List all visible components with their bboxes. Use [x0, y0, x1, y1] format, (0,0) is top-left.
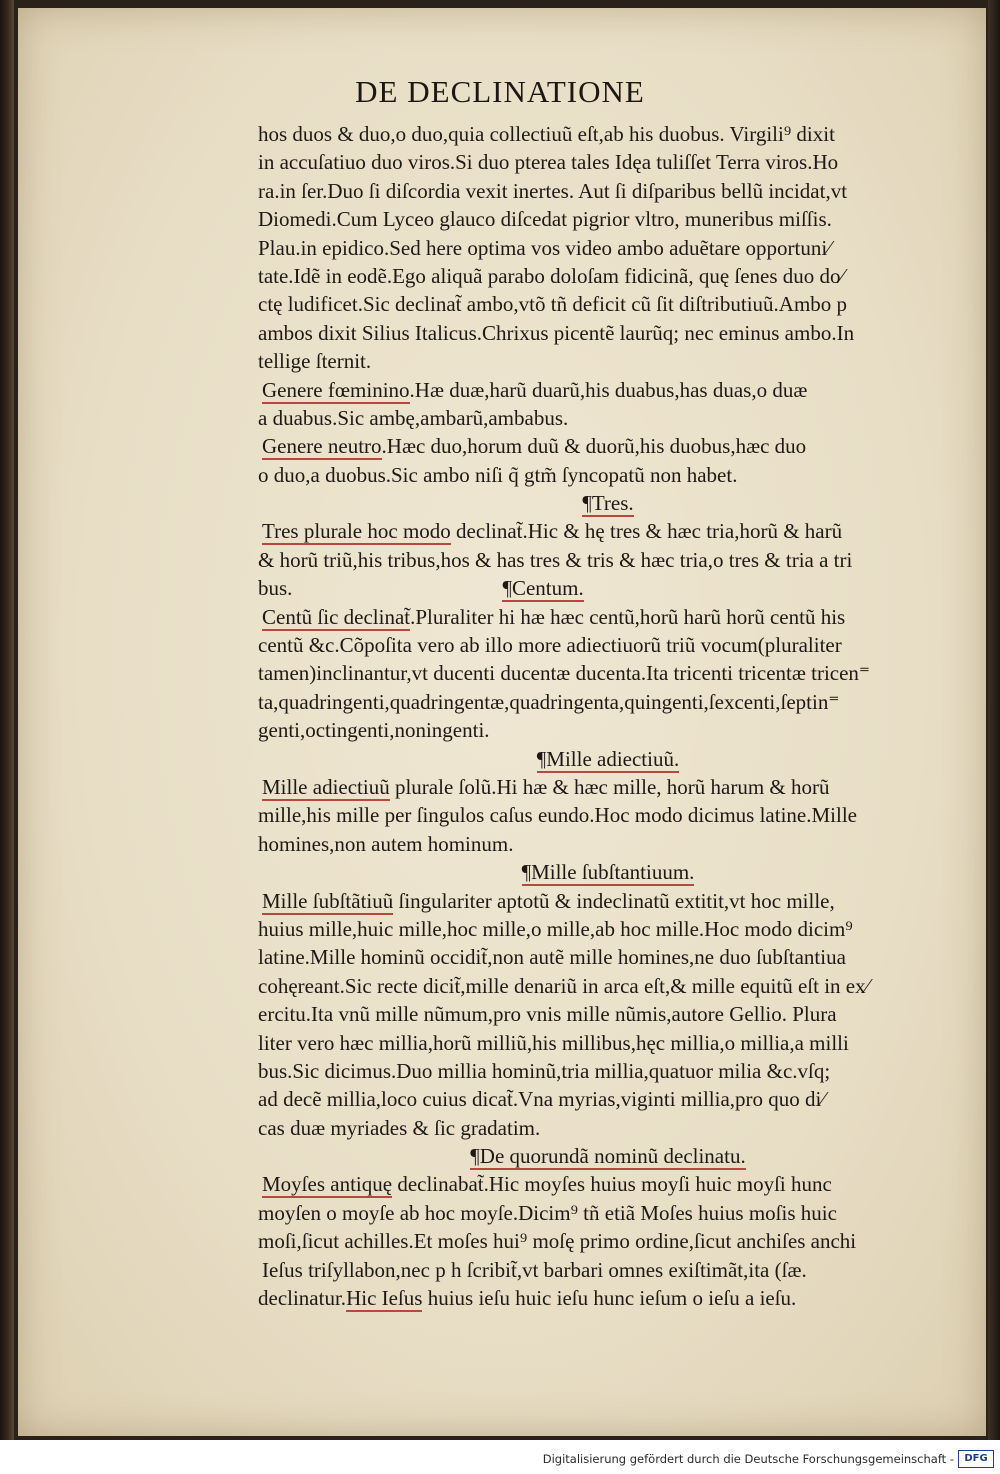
line-text: homines,non autem hominum. [258, 831, 514, 856]
text-line [258, 1284, 958, 1312]
text-line [258, 347, 958, 375]
text-block [258, 120, 958, 1312]
rubricated-term: Tres plurale hoc modo [262, 519, 451, 544]
rubricated-term: Moyſes antiquę [262, 1172, 393, 1197]
line-text: ta,quadringenti,quadringentæ,quadringenta,quingenti,ſexcenti,ſeptin⁼ [258, 689, 840, 714]
text-line [258, 205, 958, 233]
text-line [258, 631, 958, 659]
text-line [258, 404, 958, 432]
line-text: Plau.in epidico.Sed here optima vos video ambo aduẽtare opportuni⁄ [258, 235, 831, 260]
line-text: ra.in ſer.Duo ſi diſcordia vexit inertes. Aut ſi diſparibus bellũ incidat,vt [258, 178, 848, 203]
text-line [258, 1029, 958, 1057]
line-text: o duo,a duobus.Sic ambo niſi q̃ gtm̃ ſyncopatũ non habet. [258, 462, 738, 487]
text-line [258, 1142, 958, 1170]
line-text: a duabus.Sic ambę,ambarũ,ambabus. [258, 405, 569, 430]
text-line [258, 801, 958, 829]
line-text: tellige ſternit. [258, 349, 372, 374]
text-line [258, 603, 958, 631]
dfg-logo: DFG [958, 1450, 994, 1468]
running-head: DE DECLINATIONE [355, 74, 645, 109]
text-line [258, 546, 958, 574]
rubricated-term: Genere neutro [262, 434, 382, 459]
text-line [258, 1170, 958, 1198]
line-text: tate.Idẽ in eodẽ.Ego aliquã parabo doloſam fidicinã, quę ſenes duo do⁄ [258, 263, 845, 288]
line-text: ercitu.Ita vnũ mille nũmum,pro vnis mille nũmis,autore Gellio. Plura [258, 1002, 837, 1027]
book-right-edge [988, 0, 1000, 1440]
text-line [258, 290, 958, 318]
text-line [258, 745, 958, 773]
line-text: ctę ludificet.Sic declinat̃ ambo,vtõ tñ deficit cũ ſit diſtributiuũ.Ambo p [258, 292, 848, 317]
line-text: plurale ſolũ.Hi hæ & hæc mille, horũ harum & horũ [389, 774, 830, 799]
text-line [258, 1057, 958, 1085]
text-line [258, 517, 958, 545]
line-text: liter vero hæc millia,horũ milliũ,his millibus,hęc millia,o millia,a milli [258, 1030, 849, 1055]
section-heading: ¶Tres. [582, 491, 634, 516]
footer-bar [0, 1440, 1000, 1474]
text-line [258, 262, 958, 290]
text-line [258, 659, 958, 687]
text-line [258, 688, 958, 716]
line-text: cas duæ myriades & ſic gradatim. [258, 1115, 541, 1140]
section-heading: ¶Mille ſubſtantiuum. [521, 860, 695, 885]
text-line [258, 716, 958, 744]
line-text: ambos dixit Silius Italicus.Chrixus picentẽ laurũq; nec eminus ambo.In [258, 320, 855, 345]
line-text: centũ &c.Cõpoſita vero ab illo more adiectiuorũ triũ vocum(pluraliter [258, 633, 842, 658]
section-heading: ¶Centum. [502, 576, 584, 601]
line-text: cohęreant.Sic recte dicit̃,mille denariũ in arca eſt,& mille equitũ eſt in ex⁄ [258, 973, 870, 998]
line-text: Diomedi.Cum Lyceo glauco diſcedat pigrior vltro, muneribus miſſis. [258, 207, 832, 232]
text-line [258, 943, 958, 971]
text-line [258, 376, 958, 404]
section-heading: ¶Mille adiectiuũ. [536, 746, 680, 771]
line-text: bus. [258, 576, 293, 601]
text-line [258, 1000, 958, 1028]
funding-note: Digitalisierung gefördert durch die Deutsche Forschungsgemeinschaft - [542, 1452, 954, 1466]
line-text: .Hæc duo,horum duũ & duorũ,his duobus,hæc duo [381, 434, 807, 459]
text-line [258, 858, 958, 886]
rubricated-term: Hic Ieſus [346, 1286, 423, 1311]
line-text: .Hæ duæ,harũ duarũ,his duabus,has duas,o duæ [409, 377, 808, 402]
line-text: .Pluraliter hi hæ hæc centũ,horũ harũ horũ centũ his [410, 604, 846, 629]
line-text: latine.Mille hominũ occidit̃,non autẽ mille homines,ne duo ſubſtantiua [258, 945, 846, 970]
text-line [258, 120, 958, 148]
rubricated-term: Centũ ſic declinat̃ [262, 604, 411, 629]
text-line [258, 148, 958, 176]
text-line [258, 1256, 958, 1284]
text-line [258, 887, 958, 915]
line-text: Ieſus triſyllabon,nec p h ſcribit̃,vt barbari omnes exiſtimãt,ita (ſæ. [262, 1257, 807, 1282]
book-cover-edge [0, 0, 14, 1440]
line-text: moſi,ſicut achilles.Et moſes hui⁹ moſę primo ordine,ſicut anchiſes anchi [258, 1229, 857, 1254]
text-line [258, 177, 958, 205]
line-text: mille,his mille per ſingulos caſus eundo.Hoc modo dicimus latine.Mille [258, 803, 857, 828]
line-text: ſingulariter aptotũ & indeclinatũ extitit,vt hoc mille, [393, 888, 835, 913]
text-line [258, 574, 958, 602]
line-text: tamen)inclinantur,vt ducenti ducentæ ducenta.Ita tricenti tricentæ tricen⁼ [258, 661, 871, 686]
rubricated-term: Mille ſubſtãtiuũ [262, 888, 394, 913]
text-line [258, 1227, 958, 1255]
rubricated-term: Mille adiectiuũ [262, 774, 390, 799]
line-text: ad decẽ millia,loco cuius dicat̃.Vna myrias,viginti millia,pro quo di⁄ [258, 1087, 825, 1112]
text-line [258, 1114, 958, 1142]
line-text: huius ieſu huic ieſu hunc ieſum o ieſu a ieſu. [422, 1286, 797, 1311]
line-text: declinatur. [258, 1286, 347, 1311]
line-text: declinat̃.Hic & hę tres & hæc tria,horũ & harũ [450, 519, 843, 544]
text-line [258, 432, 958, 460]
line-text: huius mille,huic mille,hoc mille,o mille,ab hoc mille.Hoc modo dicim⁹ [258, 916, 853, 941]
text-line [258, 234, 958, 262]
text-line [258, 972, 958, 1000]
line-text: moyſen o moyſe ab hoc moyſe.Dicim⁹ tñ etiã Moſes huius moſis huic [258, 1200, 837, 1225]
text-line [258, 1199, 958, 1227]
line-text: bus.Sic dicimus.Duo millia hominũ,tria millia,quatuor milia &c.vſq; [258, 1058, 831, 1083]
line-text: genti,octingenti,noningenti. [258, 718, 490, 743]
line-text: & horũ triũ,his tribus,hos & has tres & tris & hæc tria,o tres & tria a tri [258, 547, 853, 572]
text-line [258, 773, 958, 801]
line-text: hos duos & duo,o duo,quia collectiuũ eſt,ab his duobus. Virgili⁹ dixit [258, 122, 835, 146]
line-text: declinabat̃.Hic moyſes huius moyſi huic moyſi hunc [392, 1172, 832, 1197]
rubricated-term: Genere fœminino [262, 377, 410, 402]
text-line [258, 1085, 958, 1113]
text-line [258, 915, 958, 943]
text-line [258, 461, 958, 489]
text-line [258, 830, 958, 858]
section-heading: ¶De quorundã nominũ declinatu. [470, 1144, 746, 1169]
text-line [258, 489, 958, 517]
line-text: in accuſatiuo duo viros.Si duo pterea tales Idęa tuliſſet Terra viros.Ho [258, 150, 839, 175]
text-line [258, 319, 958, 347]
